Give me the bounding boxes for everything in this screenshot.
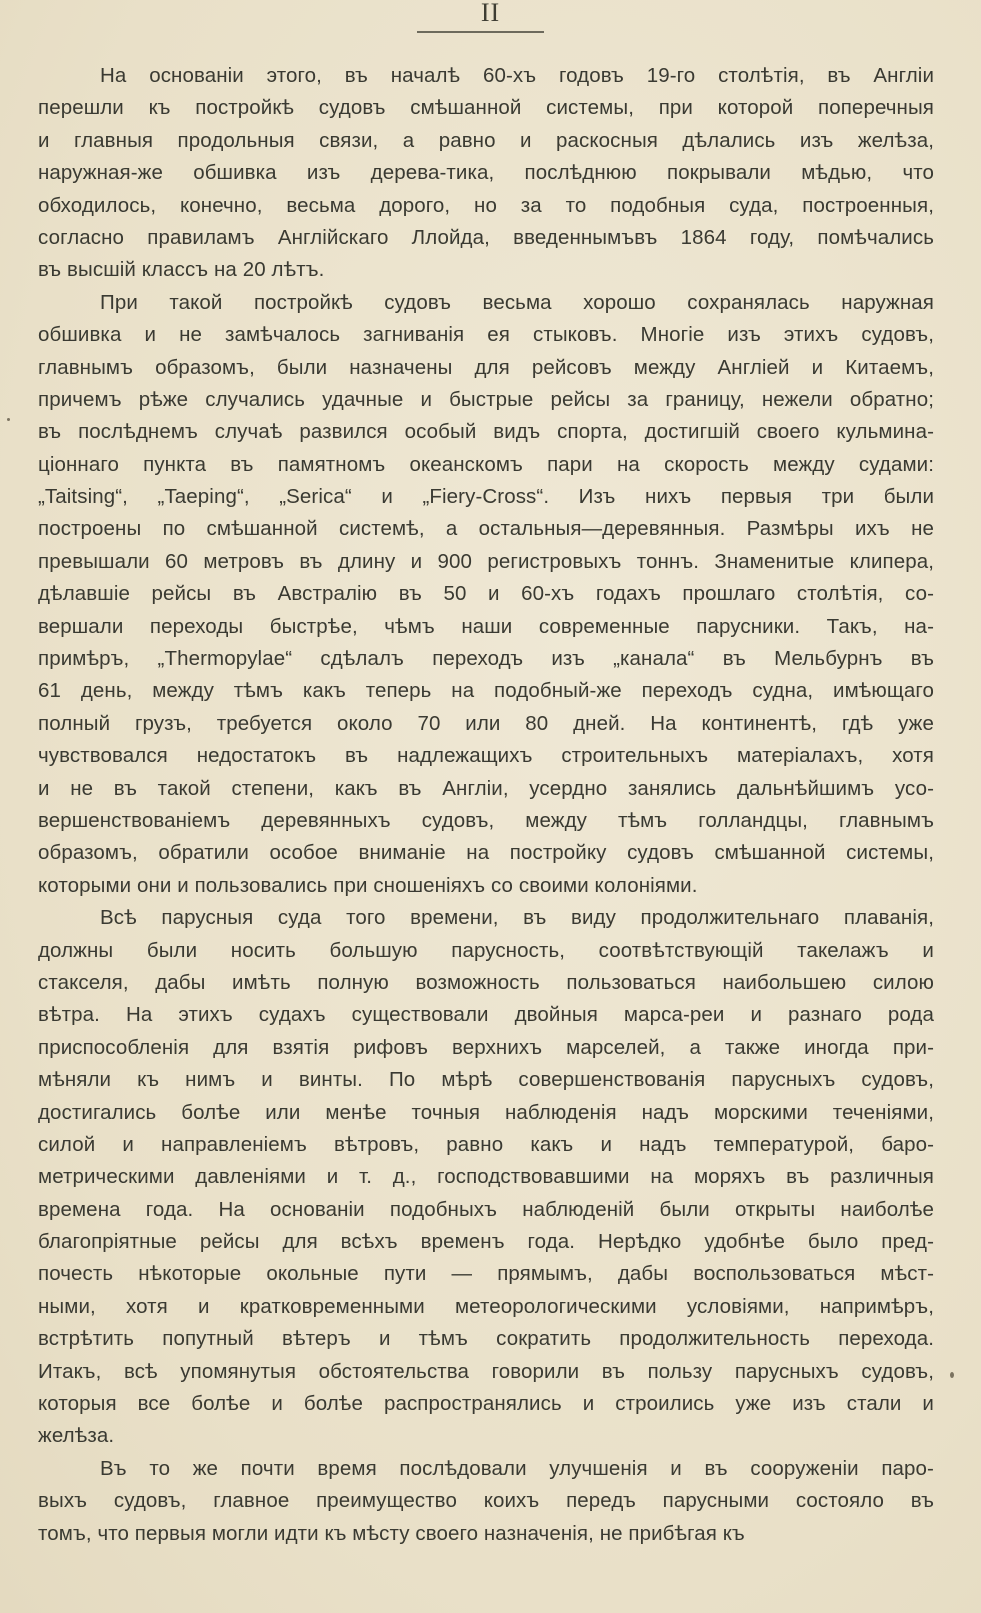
text-line: обшивка и не замѣчалось загниванiя ея стыковъ. Многiе изъ этихъ судовъ,: [38, 323, 934, 347]
text-line: которыя все болѣе и болѣе распространялись и строились уже изъ стали и: [38, 1392, 934, 1416]
text-line: Всѣ парусныя суда того времени, въ виду продолжительнаго плаванiя,: [100, 906, 934, 930]
text-line: достигались болѣе или менѣе точныя наблюденiя надъ морскими теченiями,: [38, 1100, 934, 1124]
text-line: метрическими давленiями и т. д., господствовавшими на моряхъ въ различныя: [38, 1165, 934, 1189]
text-line: При такой постройкѣ судовъ весьма хорошо сохранялась наружная: [100, 290, 934, 314]
text-line: встрѣтить попутный вѣтеръ и тѣмъ сократить продолжительность перехода.: [38, 1327, 934, 1351]
text-line: силой и направленiемъ вѣтровъ, равно какъ и надъ температурой, баро-: [38, 1132, 934, 1156]
text-line: согласно правиламъ Англiйскаго Ллойда, введеннымъвъ 1864 году, помѣчались: [38, 225, 934, 249]
text-line: благопрiятные рейсы для всѣхъ временъ года. Нерѣдко удобнѣе было пред-: [38, 1230, 934, 1254]
text-line: цiоннаго пункта въ памятномъ океанскомъ пари на скорость между судами:: [38, 452, 934, 476]
text-line: полный грузъ, требуется около 70 или 80 дней. На континентѣ, гдѣ уже: [38, 711, 934, 735]
text-line: перешли къ постройкѣ судовъ смѣшанной системы, при которой поперечныя: [38, 96, 934, 120]
text-line: Въ то же почти время послѣдовали улучшенiя и въ сооруженiи паро-: [100, 1456, 934, 1480]
page-number: II: [480, 0, 501, 27]
text-line: вершенствованiемъ деревянныхъ судовъ, между тѣмъ голландцы, главнымъ: [38, 808, 934, 832]
text-line: и главныя продольныя связи, а равно и раскосныя дѣлались изъ желѣза,: [38, 128, 934, 152]
text-line: „Taitsing“, „Taeping“, „Serica“ и „Fiery-Cross“. Изъ нихъ первыя три были: [38, 485, 934, 509]
text-line: въ высшiй классъ на 20 лѣтъ.: [38, 258, 325, 282]
text-line: вершали переходы быстрѣе, чѣмъ наши современные парусники. Такъ, на-: [38, 614, 934, 638]
text-line: причемъ рѣже случались удачные и быстрые рейсы за границу, нежели обратно;: [38, 387, 934, 411]
text-line: построены по смѣшанной системѣ, а остальныя—деревянныя. Размѣры ихъ не: [38, 517, 934, 541]
text-line: въ послѣднемъ случаѣ развился особый видъ спорта, достигшiй своего кульмина-: [38, 420, 934, 444]
text-line: томъ, что первыя могли идти къ мѣсту своего назначенiя, не прибѣгая къ: [38, 1521, 745, 1545]
text-line: дѣлавшiе рейсы въ Австралiю въ 50 и 60-хъ годахъ прошлаго столѣтiя, со-: [38, 582, 934, 606]
paragraph: [38, 902, 934, 1453]
text-line: выхъ судовъ, главное преимущество коихъ передъ парусными состояло въ: [38, 1489, 934, 1513]
paper-speck: [950, 1372, 954, 1378]
text-line: ными, хотя и кратковременными метеорологическими условiями, напримѣръ,: [38, 1294, 934, 1318]
paragraph: [38, 60, 934, 287]
text-line: обходилось, конечно, весьма дорого, но за то подобныя суда, построенныя,: [38, 193, 934, 217]
text-line: времена года. На основанiи подобныхъ наблюденiй были открыты наиболѣе: [38, 1197, 934, 1221]
text-line: мѣняли къ нимъ и винты. По мѣрѣ совершенствованiя парусныхъ судовъ,: [38, 1068, 934, 1092]
text-line: почесть нѣкоторые окольные пути — прямымъ, дабы воспользоваться мѣст-: [38, 1262, 934, 1286]
text-line: приспособленiя для взятiя рифовъ верхнихъ марселей, а также иногда при-: [38, 1035, 934, 1059]
header-rule: [417, 31, 544, 33]
text-line: превышали 60 метровъ въ длину и 900 регистровыхъ тоннъ. Знаменитые клипера,: [38, 549, 934, 573]
paragraph: [38, 1453, 934, 1550]
text-line: которыми они и пользовались при сношенiяхъ со своими колонiями.: [38, 873, 698, 897]
text-line: наружная-же обшивка изъ дерева-тика, послѣднюю покрывали мѣдью, что: [38, 161, 934, 185]
text-line: стакселя, дабы имѣть полную возможность пользоваться наибольшею силою: [38, 970, 934, 994]
text-line: образомъ, обратили особое вниманiе на постройку судовъ смѣшанной системы,: [38, 841, 934, 865]
paragraph: [38, 287, 934, 902]
text-line: Итакъ, всѣ упомянутыя обстоятельства говорили въ пользу парусныхъ судовъ,: [38, 1359, 934, 1383]
text-line: и не въ такой степени, какъ въ Англiи, усердно занялись дальнѣйшимъ усо-: [38, 776, 934, 800]
text-line: примѣръ, „Thermopylae“ сдѣлалъ переходъ изъ „канала“ въ Мельбурнъ въ: [38, 647, 934, 671]
text-line: главнымъ образомъ, были назначены для рейсовъ между Англiей и Китаемъ,: [38, 355, 934, 379]
text-line: На основанiи этого, въ началѣ 60-хъ годовъ 19-го столѣтiя, въ Англiи: [100, 64, 934, 87]
text-line: должны были носить большую парусность, соотвѣтствующiй такелажъ и: [38, 938, 934, 962]
text-line: 61 день, между тѣмъ какъ теперь на подобный-же переходъ судна, имѣющаго: [38, 679, 934, 703]
text-line: желѣза.: [38, 1424, 115, 1448]
body-text: [38, 60, 934, 1550]
text-line: вѣтра. На этихъ судахъ существовали двойныя марса-реи и разнаго рода: [38, 1003, 934, 1027]
text-line: чувствовался недостатокъ въ надлежащихъ строительныхъ матерiалахъ, хотя: [38, 744, 934, 768]
paper-speck: [7, 418, 10, 421]
